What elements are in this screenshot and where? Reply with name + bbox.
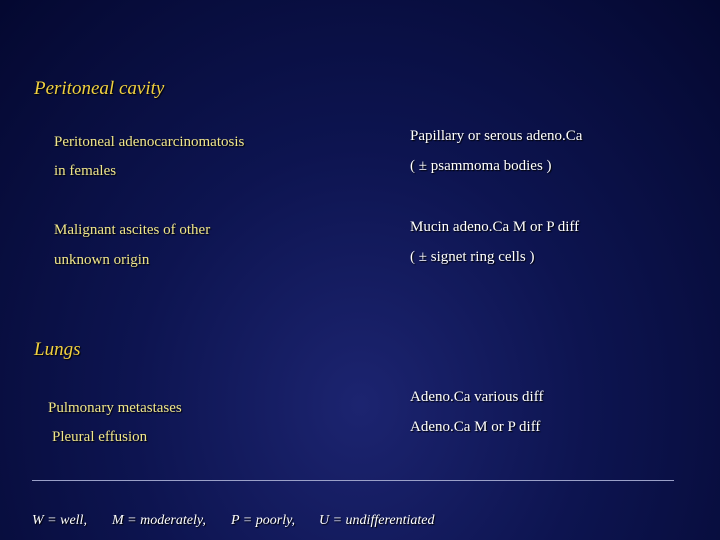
- peritoneal-row-1-value: Papillary or serous adeno.Ca: [410, 128, 583, 144]
- peritoneal-row-2-label: in females: [54, 163, 117, 179]
- section-heading-lungs: Lungs: [34, 339, 81, 360]
- legend-moderately: M = moderately,: [112, 513, 206, 528]
- section-heading-peritoneal-cavity: Peritoneal cavity: [34, 78, 165, 99]
- divider-line: [32, 480, 674, 481]
- peritoneal-row-4-label: unknown origin: [54, 252, 150, 268]
- peritoneal-row-3-label: Malignant ascites of other: [54, 222, 211, 238]
- lungs-row-1-label: Pulmonary metastases: [48, 400, 182, 416]
- peritoneal-row-4-value: ( ± signet ring cells ): [410, 249, 535, 265]
- legend-well: W = well,: [32, 513, 87, 528]
- lungs-row-1-value: Adeno.Ca various diff: [410, 389, 544, 405]
- legend-poorly: P = poorly,: [231, 513, 296, 528]
- lungs-row-2-value: Adeno.Ca M or P diff: [410, 419, 541, 435]
- lungs-row-2-label: Pleural effusion: [52, 429, 148, 445]
- peritoneal-row-1-label: Peritoneal adenocarcinomatosis: [54, 134, 245, 150]
- legend-undifferentiated: U = undifferentiated: [319, 513, 435, 528]
- peritoneal-row-3-value: Mucin adeno.Ca M or P diff: [410, 219, 580, 235]
- peritoneal-row-2-value: ( ± psammoma bodies ): [410, 158, 552, 174]
